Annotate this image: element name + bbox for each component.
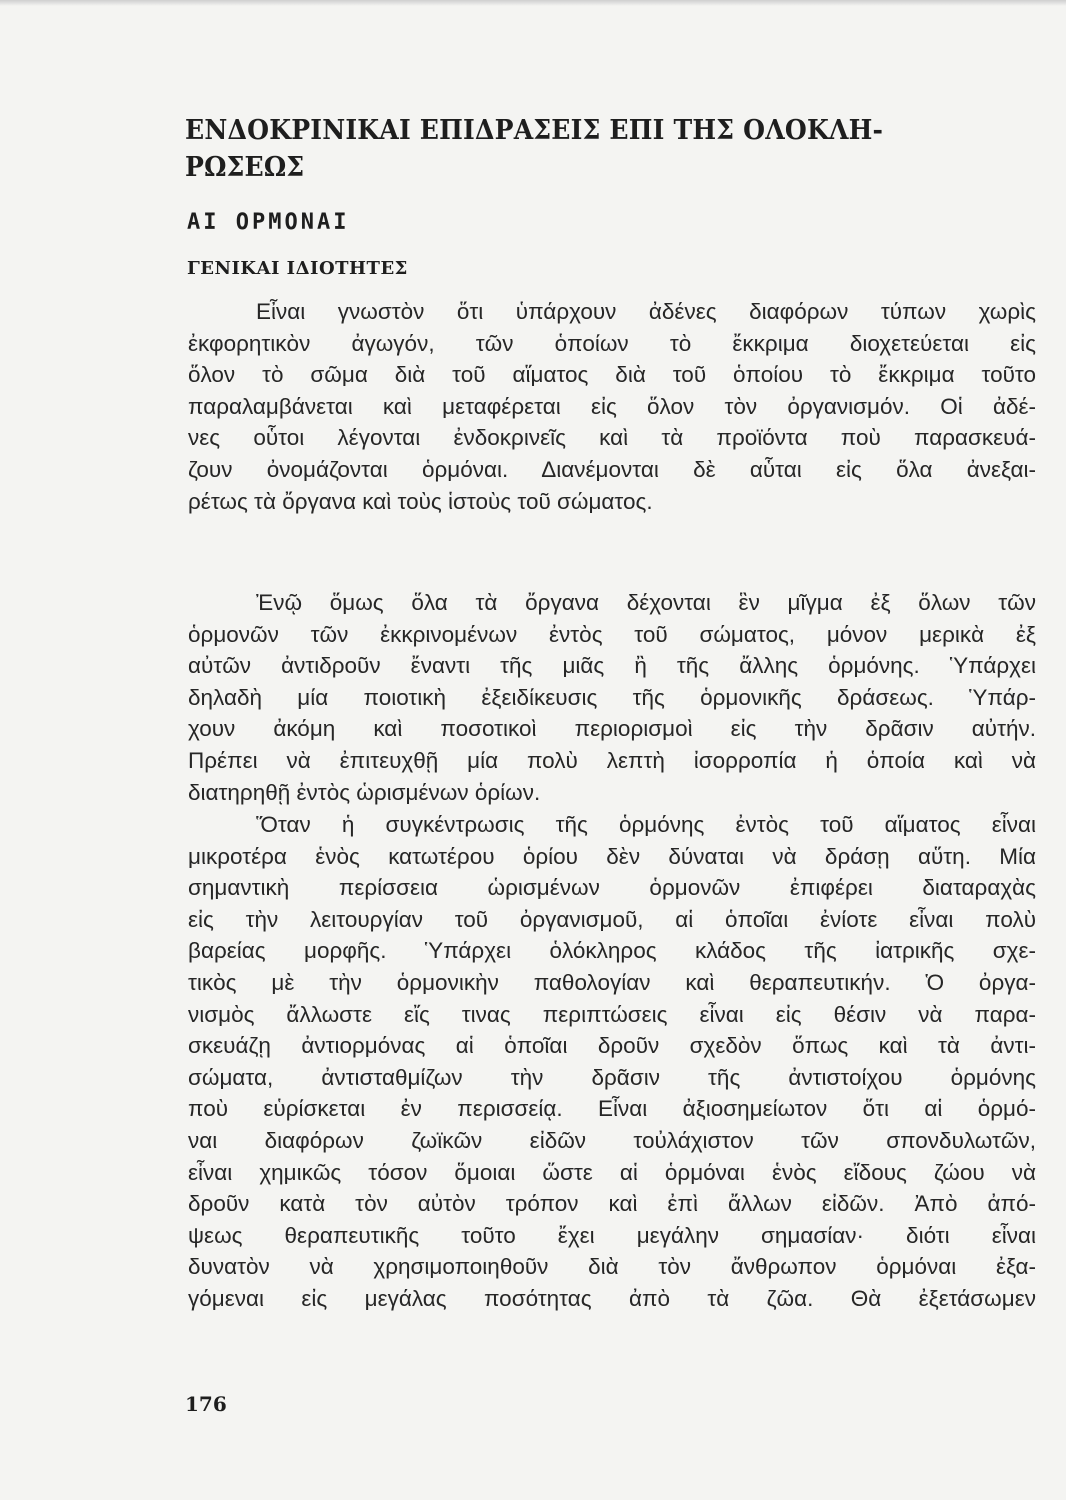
text-line: σώματα, ἀντισταθμίζων τὴν δρᾶσιν τῆς ἀντιστοίχου ὁρμόνης (188, 1064, 1036, 1090)
chapter-title-line: ΕΝΔΟΚΡΙΝΙΚΑΙ ΕΠΙΔΡΑΣΕΙΣ ΕΠΙ ΤΗΣ ΟΛΟΚΛΗ- (185, 115, 884, 146)
text-line: Πρέπει νὰ ἐπιτευχθῇ μία πολὺ λεπτὴ ἰσορροπία ἡ ὁποία καὶ νὰ (188, 747, 1036, 773)
text-line: Ἐνῷ ὅμως ὅλα τὰ ὄργανα δέχονται ἓν μῖγμα ἐξ ὅλων τῶν (256, 590, 1036, 615)
text-line: αὐτῶν ἀντιδροῦν ἔναντι τῆς μιᾶς ἢ τῆς ἄλλης ὁρμόνης. Ὑπάρχει (188, 653, 1036, 679)
paragraph-2 (188, 587, 1036, 808)
text-line: σκευάζῃ ἀντιορμόνας αἱ ὁποῖαι δροῦν σχεδὸν ὅπως καὶ τὰ ἀντι- (188, 1033, 1036, 1059)
text-line: παραλαμβάνεται καὶ μεταφέρεται εἰς ὅλον τὸν ὀργανισμόν. Οἱ ἀδέ- (188, 393, 1036, 419)
section-heading: ΑΙ ΟΡΜΟΝΑΙ (187, 210, 350, 235)
text-line: τικὸς μὲ τὴν ὁρμονικὴν παθολογίαν καὶ θεραπευτικήν. Ὁ ὀργα- (188, 969, 1036, 995)
text-line: εἶναι χημικῶς τόσον ὅμοιαι ὥστε αἱ ὁρμόναι ἑνὸς εἴδους ζώου νὰ (188, 1159, 1036, 1185)
scan-edge (0, 0, 1066, 6)
text-line: Ὅταν ἡ συγκέντρωσις τῆς ὁρμόνης ἐντὸς τοῦ αἵματος εἶναι (256, 812, 1036, 837)
chapter-title-line: ΡΩΣΕΩΣ (185, 152, 305, 183)
text-line: ρέτως τὰ ὄργανα καὶ τοὺς ἱστοὺς τοῦ σώματος. (188, 488, 653, 514)
text-line: χουν ἀκόμη καὶ ποσοτικοὶ περιορισμοὶ εἰς τὴν δρᾶσιν αὐτήν. (188, 716, 1036, 742)
text-line: δυνατὸν νὰ χρησιμοποιηθοῦν διὰ τὸν ἄνθρωπον ὁρμόναι ἐξα- (188, 1254, 1036, 1280)
text-line: βαρείας μορφῆς. Ὑπάρχει ὁλόκληρος κλάδος τῆς ἰατρικῆς σχε- (188, 938, 1036, 964)
text-line: δροῦν κατὰ τὸν αὐτὸν τρόπον καὶ ἐπὶ ἄλλων εἰδῶν. Ἀπὸ ἀπό- (188, 1191, 1036, 1217)
text-line: δηλαδὴ μία ποιοτικὴ ἐξειδίκευσις τῆς ὁρμονικῆς δράσεως. Ὑπάρ- (188, 684, 1036, 710)
text-line: μικροτέρα ἑνὸς κατωτέρου ὁρίου δὲν δύναται νὰ δράσῃ αὕτη. Μία (188, 843, 1036, 869)
text-line: ὅλον τὸ σῶμα διὰ τοῦ αἵματος διὰ τοῦ ὁποίου τὸ ἔκκριμα τοῦτο (188, 362, 1036, 388)
text-line: νες οὗτοι λέγονται ἐνδοκρινεῖς καὶ τὰ προϊόντα ποὺ παρασκευά- (188, 425, 1036, 451)
text-line: ψεως θεραπευτικῆς τοῦτο ἔχει μεγάλην σημασίαν· διότι εἶναι (188, 1222, 1036, 1248)
text-line: ναι διαφόρων ζωϊκῶν εἰδῶν τοὐλάχιστον τῶν σπονδυλωτῶν, (188, 1127, 1036, 1153)
text-line: εἰς τὴν λειτουργίαν τοῦ ὀργανισμοῦ, αἱ ὁποῖαι ἐνίοτε εἶναι πολὺ (188, 906, 1036, 932)
paragraph-3 (188, 809, 1036, 1315)
subsection-heading: ΓΕΝΙΚΑΙ ΙΔΙΟΤΗΤΕΣ (187, 258, 408, 279)
text-line: γόμεναι εἰς μεγάλας ποσότητας ἀπὸ τὰ ζῶα. Θὰ ἐξετάσωμεν (188, 1285, 1036, 1311)
chapter-title (185, 112, 985, 186)
text-line: Εἶναι γνωστὸν ὅτι ὑπάρχουν ἀδένες διαφόρων τύπων χωρὶς (256, 299, 1036, 324)
text-line: σημαντικὴ περίσσεια ὡρισμένων ὁρμονῶν ἐπιφέρει διαταραχὰς (188, 875, 1036, 901)
text-line: ζουν ὀνομάζονται ὁρμόναι. Διανέμονται δὲ αὗται εἰς ὅλα ἀνεξαι- (188, 456, 1036, 482)
text-line: διατηρηθῇ ἐντὸς ὡρισμένων ὁρίων. (188, 779, 541, 805)
text-line: ποὺ εὑρίσκεται ἐν περισσείᾳ. Εἶναι ἀξιοσημείωτον ὅτι αἱ ὁρμό- (188, 1096, 1036, 1122)
text-line: ἐκφορητικὸν ἀγωγόν, τῶν ὁποίων τὸ ἔκκριμα διοχετεύεται εἰς (188, 330, 1036, 356)
text-line: νισμὸς ἄλλωστε εἴς τινας περιπτώσεις εἶναι εἰς θέσιν νὰ παρα- (188, 1001, 1036, 1027)
paragraph-1 (188, 296, 1036, 517)
text-line: ὁρμονῶν τῶν ἐκκρινομένων ἐντὸς τοῦ σώματος, μόνον μερικὰ ἐξ (188, 621, 1036, 647)
page-number: 176 (185, 1392, 227, 1416)
